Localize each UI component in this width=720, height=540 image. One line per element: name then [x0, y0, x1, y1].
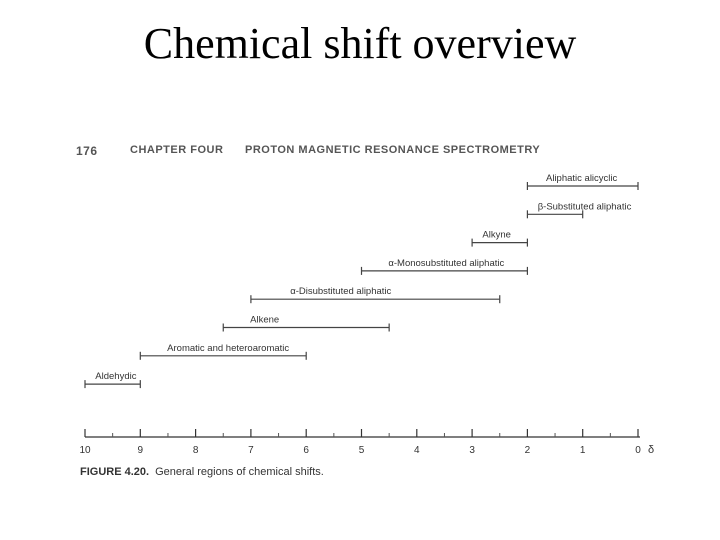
range-label: α-Disubstituted aliphatic [290, 286, 392, 298]
x-tick-label: 3 [469, 445, 475, 456]
x-tick-label: 6 [303, 445, 309, 456]
x-tick-label: 10 [79, 445, 91, 456]
scan-section-header: PROTON MAGNETIC RESONANCE SPECTROMETRY [245, 144, 541, 156]
figure-caption-text: General regions of chemical shifts. [155, 466, 324, 478]
x-tick-label: 5 [358, 445, 365, 456]
figure-caption [80, 466, 324, 478]
range-label: Aldehydic [95, 371, 137, 383]
x-tick-label: 9 [137, 445, 144, 456]
slide-title: Chemical shift overview [143, 19, 577, 68]
x-tick-label: 8 [192, 445, 199, 456]
scan-chapter-header: CHAPTER FOUR [130, 144, 224, 156]
range-label: Aliphatic alicyclic [545, 173, 618, 184]
x-tick-label: 4 [414, 445, 420, 456]
range-label: Alkene [250, 314, 280, 326]
range-label: β-Substituted aliphatic [537, 201, 632, 213]
x-tick-label: 0 [635, 445, 641, 456]
scan-page-number: 176 [76, 144, 98, 158]
x-tick-label: 7 [248, 445, 254, 456]
range-label: Alkyne [482, 229, 511, 241]
x-tick-label: 2 [524, 445, 531, 456]
figure-label: FIGURE 4.20. [80, 466, 150, 478]
range-label: Aromatic and heteroaromatic [167, 342, 290, 354]
x-tick-label: 1 [579, 445, 586, 456]
x-axis-label: δ [648, 444, 655, 456]
range-label: α-Monosubstituted aliphatic [388, 257, 505, 269]
